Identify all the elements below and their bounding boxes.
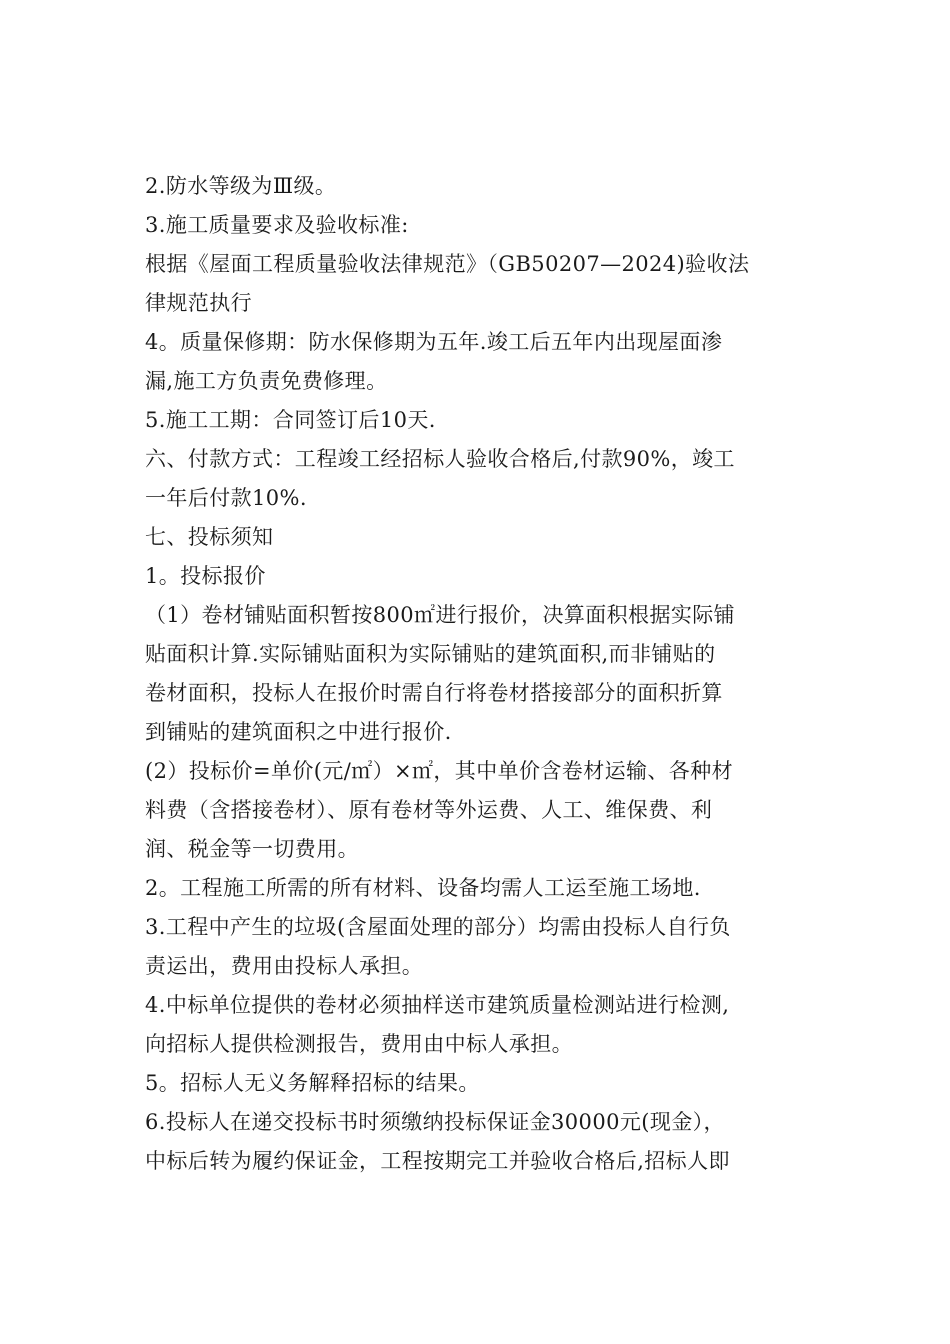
text-line: 2。工程施工所需的所有材料、设备均需人工运至施工场地.: [145, 876, 701, 900]
text-line: 一年后付款10%.: [145, 486, 307, 510]
text-line: 3.施工质量要求及验收标准:: [145, 213, 409, 237]
text-line: (2）投标价=单价(元/㎡）×㎡，其中单价含卷材运输、各种材: [145, 759, 734, 783]
text-line: 润、税金等一切费用。: [145, 837, 359, 861]
text-line: 六、付款方式：工程竣工经招标人验收合格后,付款90%，竣工: [145, 447, 735, 471]
text-line: 料费（含搭接卷材）、原有卷材等外运费、人工、维保费、利: [145, 798, 713, 822]
text-line: 责运出，费用由投标人承担。: [145, 954, 424, 978]
text-line: 律规范执行: [145, 291, 252, 315]
text-line: 2.防水等级为Ⅲ级。: [145, 174, 337, 198]
text-line: （1）卷材铺贴面积暂按800㎡进行报价，决算面积根据实际铺: [145, 603, 736, 627]
text-line: 6.投标人在递交投标书时须缴纳投标保证金30000元(现金），: [145, 1110, 725, 1134]
text-line: 中标后转为履约保证金，工程按期完工并验收合格后,招标人即: [145, 1149, 730, 1173]
document-body: [145, 167, 810, 1181]
text-line: 4.中标单位提供的卷材必须抽样送市建筑质量检测站进行检测,: [145, 993, 730, 1017]
text-line: 3.工程中产生的垃圾(含屋面处理的部分）均需由投标人自行负: [145, 915, 731, 939]
text-line: 到铺贴的建筑面积之中进行报价.: [145, 720, 452, 744]
text-line: 5。招标人无义务解释招标的结果。: [145, 1071, 480, 1095]
text-line: 卷材面积，投标人在报价时需自行将卷材搭接部分的面积折算: [145, 681, 723, 705]
text-line: 1。投标报价: [145, 564, 266, 588]
text-line: 根据《屋面工程质量验收法律规范》（GB50207—2024)验收法: [145, 252, 750, 276]
text-line: 七、投标须知: [145, 525, 274, 549]
text-line: 漏,施工方负责免费修理。: [145, 369, 388, 393]
text-line: 贴面积计算.实际铺贴面积为实际铺贴的建筑面积,而非铺贴的: [145, 642, 716, 666]
text-line: 5.施工工期：合同签订后10天.: [145, 408, 436, 432]
text-line: 4。质量保修期：防水保修期为五年.竣工后五年内出现屋面渗: [145, 330, 723, 354]
text-line: 向招标人提供检测报告，费用由中标人承担。: [145, 1032, 573, 1056]
